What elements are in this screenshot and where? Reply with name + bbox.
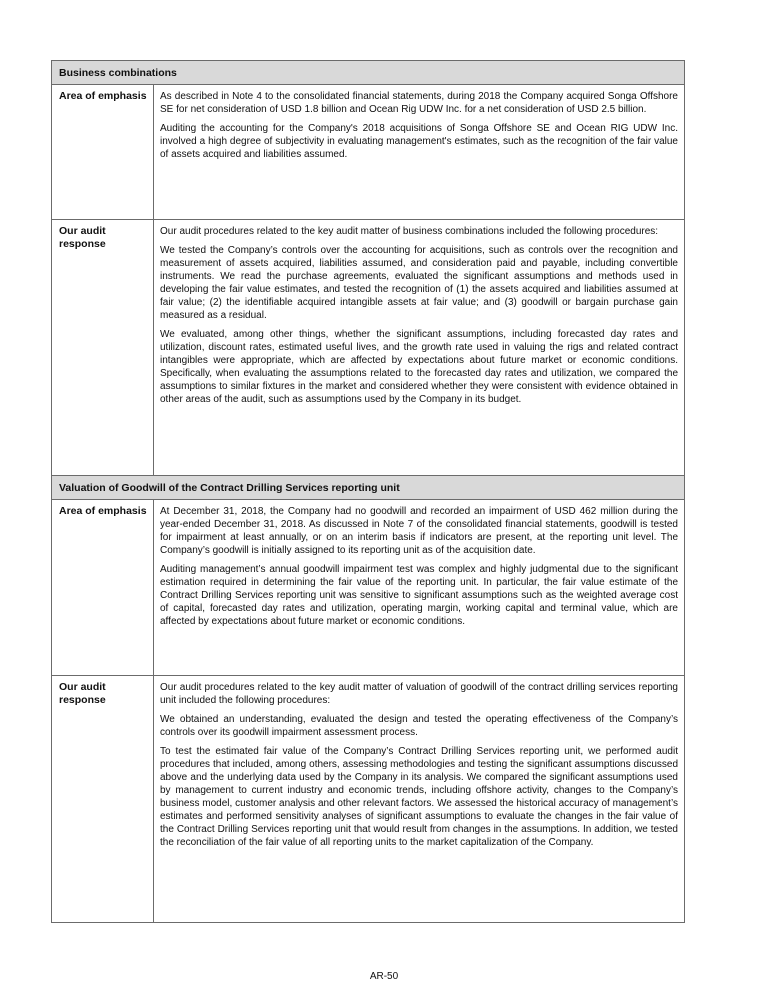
table-row — [52, 85, 684, 220]
paragraph: Our audit procedures related to the key audit matter of business combinations included the following procedures: — [160, 226, 659, 237]
row-content — [154, 676, 684, 922]
page-number: AR-50 — [369, 971, 399, 982]
row-label: Our audit response — [52, 220, 154, 475]
row-content — [154, 220, 684, 475]
paragraph: Auditing management’s annual goodwill impairment test was complex and highly judgmental due to the significant estimation required in determining the fair value of the reporting unit. In particular, the fair value estimate of the Contract Drilling Services reporting unit was sensitive to significant assumptions such as the weighted average cost of capital, forecasted day rates and utilization, operating margin, working capital and terminal value, which are affected by expectations about future market or economic conditions. — [160, 564, 678, 627]
row-label: Our audit response — [52, 676, 154, 922]
table-row — [52, 676, 684, 922]
paragraph: At December 31, 2018, the Company had no goodwill and recorded an impairment of USD 462 million during the year-ended December 31, 2018. As discussed in Note 7 of the consolidated financial statements, goodwill is tested for impairment at least annually, or on an interim basis if indicators are present, at the reporting unit level. The Company’s goodwill is initially assigned to its reporting unit as of the acquisition date. — [160, 506, 678, 556]
row-label: Area of emphasis — [52, 500, 154, 675]
paragraph: We obtained an understanding, evaluated the design and tested the operating effectiveness of the Company’s controls over its goodwill impairment assessment process. — [160, 714, 678, 738]
paragraph: Auditing the accounting for the Company's 2018 acquisitions of Songa Offshore SE and Ocean RIG UDW Inc. involved a high degree of subjectivity in evaluating management's estimates, such as the recognition of the fair value of assets acquired and liabilities assumed. — [160, 123, 678, 160]
paragraph: We evaluated, among other things, whether the significant assumptions, including forecasted day rates and utilization, discount rates, estimated useful lives, and the growth rate used in valuing the rigs and related contract intangibles were appropriate, which are affected by expectations about future market or economic conditions. Specifically, when evaluating the assumptions related to the forecasted day rates and utilization, we compared the assumptions to similar fixtures in the market and considered whether they were consistent with evidence obtained in other areas of the audit, such as assumptions used by the Company in its budget. — [160, 329, 678, 405]
row-content — [154, 85, 684, 219]
row-label: Area of emphasis — [52, 85, 154, 219]
table-row — [52, 220, 684, 476]
section-header-business-combinations: Business combinations — [52, 61, 684, 85]
section-header-goodwill-valuation: Valuation of Goodwill of the Contract Drilling Services reporting unit — [52, 476, 684, 500]
row-content — [154, 500, 684, 675]
table-row — [52, 500, 684, 676]
key-audit-matters-table — [51, 60, 685, 923]
paragraph: Our audit procedures related to the key audit matter of valuation of goodwill of the contract drilling services reporting unit included the following procedures: — [160, 682, 678, 706]
paragraph: We tested the Company’s controls over the accounting for acquisitions, such as controls over the recognition and measurement of assets acquired, liabilities assumed, and consideration paid and payable, including convertible instruments. We read the purchase agreements, evaluated the significant assumptions and methods used in developing the fair value estimates, and tested the recognition of (1) the assets acquired and liabilities assumed at fair value; (2) the identifiable acquired intangible assets at fair value; and (3) goodwill or bargain purchase gain measured as a residual. — [160, 245, 678, 321]
paragraph: To test the estimated fair value of the Company’s Contract Drilling Services reporting unit, we performed audit procedures that included, among others, assessing methodologies and testing the significant assumptions discussed above and the underlying data used by the Company in its analysis. We compared the significant assumptions used by management to current industry and economic trends, including offshore activity, changes to the Company’s business model, customer analysis and other relevant factors. We assessed the historical accuracy of management’s estimates and performed sensitivity analyses of significant assumptions to evaluate the changes in the fair value of the Contract Drilling Services reporting unit that would result from changes in the assumptions. In addition, we tested the reconciliation of the fair value of all reporting units to the market capitalization of the Company. — [160, 746, 678, 848]
paragraph: As described in Note 4 to the consolidated financial statements, during 2018 the Company acquired Songa Offshore SE for net consideration of USD 1.8 billion and Ocean Rig UDW Inc. for a net consideration of USD 2.5 billion. — [160, 91, 678, 115]
